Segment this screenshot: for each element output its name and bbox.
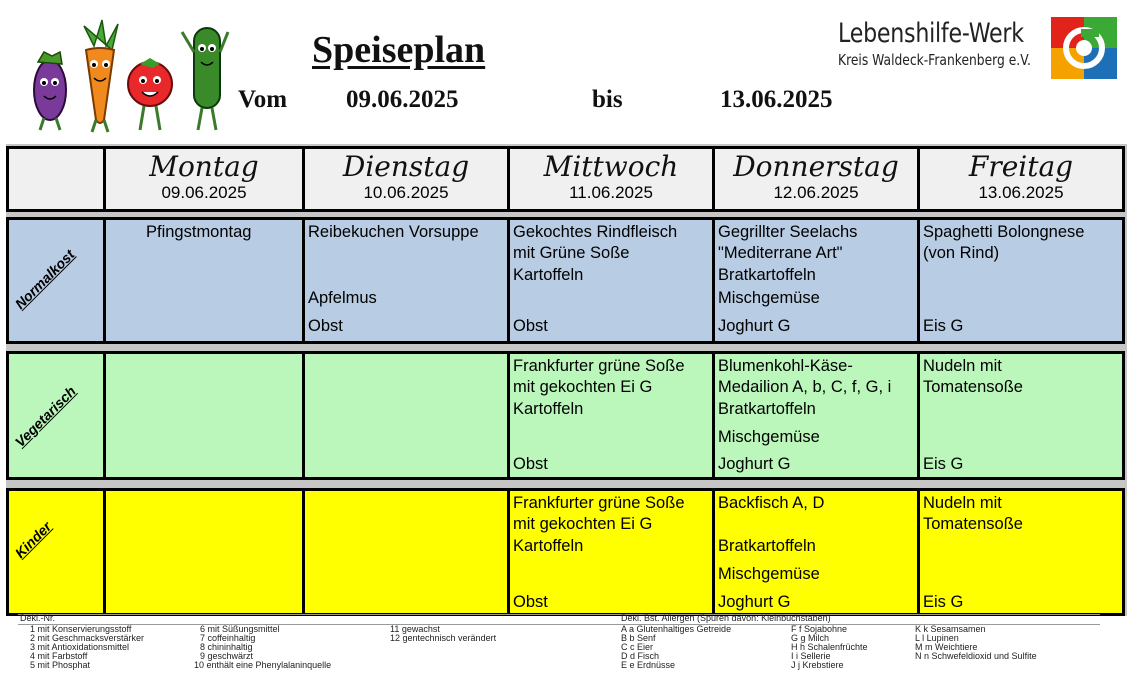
dish-line: Frankfurter grüne Soße	[513, 494, 685, 512]
legend-entry: F f Sojabohne	[791, 624, 848, 634]
day-header-monday	[103, 146, 305, 212]
dish-line: Reibekuchen Vorsuppe	[308, 223, 479, 241]
row-label-text: Vegetarisch	[11, 382, 79, 450]
to-date: 13.06.2025	[720, 86, 833, 113]
dessert-line: Obst	[513, 455, 548, 473]
legend-entry: 12 gentechnisch verändert	[390, 633, 497, 643]
dish-line: Bratkartoffeln	[718, 266, 816, 284]
carrot-icon	[84, 20, 118, 132]
day-name: Donnerstag	[733, 150, 899, 183]
dish-line: Mischgemüse	[718, 289, 820, 307]
dish-line: Blumenkohl-Käse-	[718, 357, 853, 375]
menu-cell-veg-wednesday	[507, 351, 715, 480]
dish-line: Spaghetti Bolongnese	[923, 223, 1085, 241]
legend-entry: 3 mit Antioxidationsmittel	[30, 642, 130, 652]
legend-entry: K k Sesamsamen	[915, 624, 986, 634]
organization-name: Lebenshilfe-Werk	[838, 18, 1024, 49]
menu-cell-veg-tuesday	[302, 351, 510, 480]
legend-entry: C c Eier	[621, 642, 654, 652]
menu-cell-kids-wednesday	[507, 488, 715, 616]
menu-cell-normal-friday	[917, 217, 1125, 344]
legend-entry: H h Schalenfrüchte	[791, 642, 868, 652]
dish-line: Frankfurter grüne Soße	[513, 357, 685, 375]
legend-entry: 8 chininhaltig	[200, 642, 253, 652]
dessert-line: Joghurt G	[718, 455, 791, 473]
menu-cell-normal-monday	[103, 217, 305, 344]
organization-logo-text	[838, 18, 1073, 69]
from-date: 09.06.2025	[346, 86, 459, 113]
legend-entry: I i Sellerie	[791, 651, 831, 661]
dish-line: Tomatensoße	[923, 515, 1023, 533]
dish-line: Bratkartoffeln	[718, 537, 816, 555]
legend-allergen-header: Dekl. Bst. Allergen (Spuren davon: Kleinbuchstaben)	[621, 613, 831, 623]
menu-cell-normal-wednesday	[507, 217, 715, 344]
menu-cell-kids-thursday	[712, 488, 920, 616]
menu-cell-kids-friday	[917, 488, 1125, 616]
day-header-thursday	[712, 146, 920, 212]
legend-entry: M m Weichtiere	[915, 642, 978, 652]
legend-entry: B b Senf	[621, 633, 656, 643]
page-title: Speiseplan	[312, 29, 486, 71]
legend-entry: 11 gewachst	[390, 624, 440, 634]
dish-line: Gegrillter Seelachs	[718, 223, 858, 241]
dish-line: mit gekochten Ei G	[513, 378, 653, 396]
vegetable-mascots-image	[22, 12, 232, 137]
legend-entry: 2 mit Geschmacksverstärker	[30, 633, 145, 643]
dish-line: Kartoffeln	[513, 400, 584, 418]
dessert-line: Obst	[513, 317, 548, 335]
dessert-line: Joghurt G	[718, 317, 791, 335]
legend-entry: J j Krebstiere	[791, 660, 844, 670]
menu-cell-normal-tuesday	[302, 217, 510, 344]
dish-line: Apfelmus	[308, 289, 377, 307]
legend-decl-header: Dekl.-Nr.	[20, 613, 56, 623]
dish-line: Gekochtes Rindfleisch	[513, 223, 678, 241]
dessert-line: Eis G	[923, 593, 964, 611]
dessert-line: Joghurt G	[718, 593, 791, 611]
eggplant-icon	[34, 52, 66, 130]
day-date: 12.06.2025	[773, 183, 859, 202]
day-date: 13.06.2025	[978, 183, 1064, 202]
day-header-tuesday	[302, 146, 510, 212]
legend-entry: 6 mit Süßungsmittel	[200, 624, 280, 634]
dish-line: mit gekochten Ei G	[513, 515, 653, 533]
dish-line: Kartoffeln	[513, 266, 584, 284]
menu-cell-kids-monday	[103, 488, 305, 616]
legend-entry: L l Lupinen	[915, 633, 959, 643]
day-header-friday	[917, 146, 1125, 212]
from-label: Vom	[238, 86, 288, 113]
cucumber-icon	[182, 28, 228, 130]
dessert-line: Eis G	[923, 455, 964, 473]
legend-entry: A a Glutenhaltiges Getreide	[621, 624, 732, 634]
lebenshilfe-logo-icon	[1051, 17, 1117, 79]
menu-cell-kids-tuesday	[302, 488, 510, 616]
legend-entry: N n Schwefeldioxid und Sulfite	[915, 651, 1037, 661]
day-name: Freitag	[968, 150, 1074, 183]
legend-entry: D d Fisch	[621, 651, 660, 661]
allergen-legend	[18, 614, 1100, 670]
dish-line: Mischgemüse	[718, 565, 820, 583]
to-label: bis	[592, 86, 623, 113]
holiday-text: Pfingstmontag	[146, 223, 252, 241]
dessert-line: Obst	[308, 317, 343, 335]
dish-line: Nudeln mit	[923, 357, 1002, 375]
legend-entry: 4 mit Farbstoff	[30, 651, 88, 661]
row-label-text: Kinder	[11, 518, 55, 561]
dessert-line: Eis G	[923, 317, 964, 335]
legend-entry: 1 mit Konservierungsstoff	[30, 624, 132, 634]
day-header-wednesday	[507, 146, 715, 212]
menu-cell-veg-friday	[917, 351, 1125, 480]
dish-line: Kartoffeln	[513, 537, 584, 555]
organization-subtitle: Kreis Waldeck-Frankenberg e.V.	[838, 51, 1031, 69]
row-label-text: Normalkost	[11, 246, 78, 312]
day-name: Dienstag	[342, 150, 470, 183]
tomato-icon	[128, 58, 172, 130]
legend-entry: G g Milch	[791, 633, 830, 643]
dish-line: Nudeln mit	[923, 494, 1002, 512]
legend-entry: 9 geschwärzt	[200, 651, 254, 661]
dish-line: Tomatensoße	[923, 378, 1023, 396]
day-date: 11.06.2025	[569, 183, 653, 202]
dish-line: "Mediterrane Art"	[718, 244, 843, 262]
dish-line: Bratkartoffeln	[718, 400, 816, 418]
row-label-kinder	[6, 488, 106, 616]
table-corner-cell	[6, 146, 106, 212]
menu-table	[6, 144, 1127, 616]
day-name: Montag	[149, 150, 259, 183]
row-label-normalkost	[6, 217, 106, 344]
menu-cell-veg-thursday	[712, 351, 920, 480]
dish-line: Medailion A, b, C, f, G, i	[718, 378, 892, 396]
day-name: Mittwoch	[543, 150, 679, 183]
day-date: 10.06.2025	[363, 183, 449, 202]
legend-entry: 10 enthält eine Phenylalaninquelle	[194, 660, 332, 670]
day-date: 09.06.2025	[161, 183, 247, 202]
legend-entry: 7 coffeinhaltig	[200, 633, 256, 643]
dish-line: Mischgemüse	[718, 428, 820, 446]
menu-cell-veg-monday	[103, 351, 305, 480]
legend-entry: 5 mit Phosphat	[30, 660, 91, 670]
dish-line: mit Grüne Soße	[513, 244, 630, 262]
row-label-vegetarisch	[6, 351, 106, 480]
dessert-line: Obst	[513, 593, 548, 611]
legend-entry: E e Erdnüsse	[621, 660, 676, 670]
dish-line: Backfisch A, D	[718, 494, 825, 512]
dish-line: (von Rind)	[923, 244, 1000, 262]
menu-cell-normal-thursday	[712, 217, 920, 344]
